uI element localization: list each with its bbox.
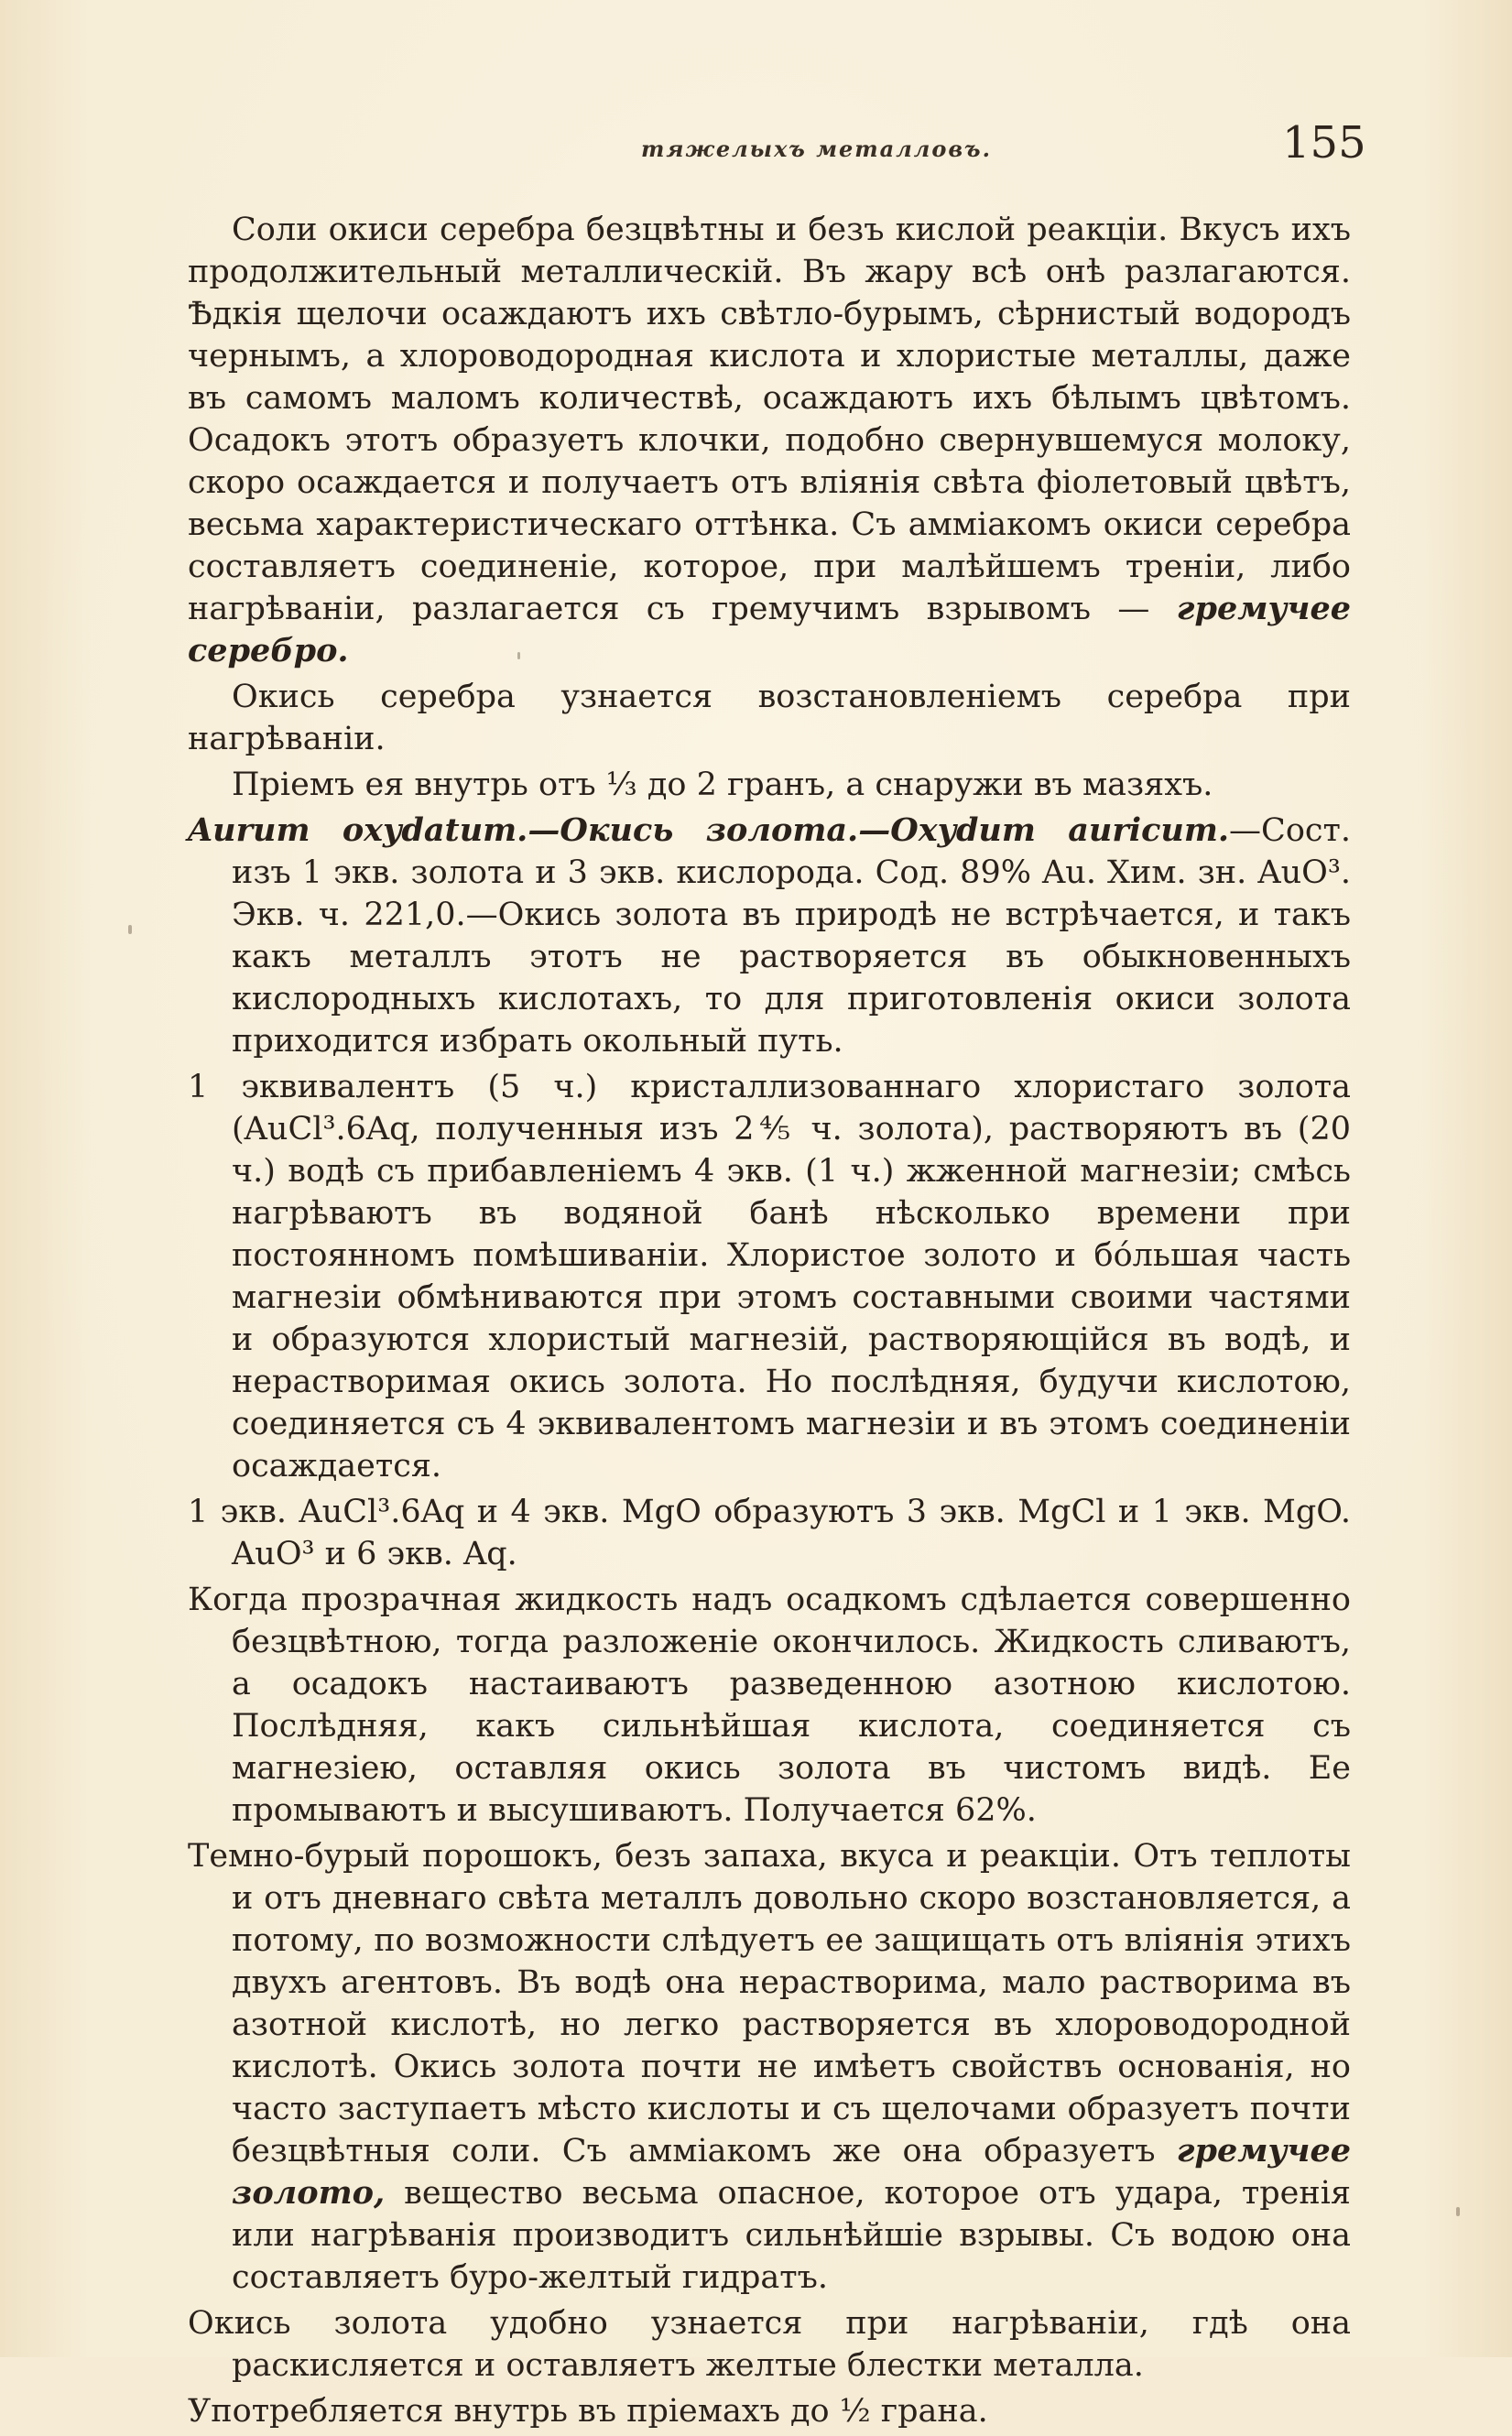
paper-speck [1456,2207,1460,2216]
italic-term: гремучее золото, [232,2132,1351,2212]
paragraph-filtration [188,1579,1351,1832]
paragraph-text: —Сост. изъ 1 экв. золота и 3 экв. кислорода. Сод. 89% Au. Хим. зн. AuO³. Экв. ч. 221,0.—Окись золота въ природѣ не встрѣчается, и такъ какъ металлъ этотъ не растворяется въ обыкновенныхъ кислородныхъ кислотахъ, то для приготовленія окиси золота приходится избрать окольный путь. [232,812,1351,1060]
paragraph-reaction-equation [188,1491,1351,1575]
paper-speck [517,652,520,659]
paragraph-text: Употребляется внутрь въ пріемахъ до ½ грана. [188,2393,988,2430]
paragraph-text: 1 экв. AuCl³.6Aq и 4 экв. MgO образуютъ 3 экв. MgCl и 1 экв. MgO. AuO³ и 6 экв. Aq. [188,1494,1351,1572]
page-number: 155 [1282,117,1366,169]
paragraph-text: Пріемъ ея внутрь отъ ⅓ до 2 гранъ, а снаружи въ мазяхъ. [232,767,1213,803]
italic-term: гремучее серебро. [188,590,1351,669]
paragraph-preparation [188,1066,1351,1487]
running-head: тяжелыхъ металловъ. [641,136,992,162]
paragraph-text: Окись золота удобно узнается при нагрѣваніи, гдѣ она раскисляется и оставляетъ желтые блестки металла. [188,2305,1351,2384]
paragraph-text: Соли окиси серебра безцвѣтны и безъ кислой реакціи. Вкусъ ихъ продолжительный металлическій. Въ жару всѣ онѣ разлагаются. Ѣдкія щелочи осаждаютъ ихъ свѣтло-бурымъ, сѣрнистый водородъ чернымъ, а хлороводородная кислота и хлористые металлы, даже въ самомъ маломъ количествѣ, осаждаютъ ихъ бѣлымъ цвѣтомъ. Осадокъ этотъ образуетъ клочки, подобно свернувшемуся молоку, скоро осаждается и получаетъ отъ вліянія свѣта фіолетовый цвѣтъ, весьма характеристическаго оттѣнка. Съ амміакомъ окиси серебра составляетъ соединеніе, которое, при малѣйшемъ треніи, либо нагрѣваніи, разлагается съ гремучимъ взрывомъ — [188,212,1351,627]
paragraph-text: Темно-бурый порошокъ, безъ запаха, вкуса и реакціи. Отъ теплоты и отъ дневнаго свѣта металлъ довольно скоро возстановляется, а потому, по возможности слѣдуетъ ее защищать отъ вліянія этихъ двухъ агентовъ. Въ водѣ она нерастворима, мало растворима въ азотной кислотѣ, но легко растворяется въ хлороводородной кислотѣ. Окись золота почти не имѣетъ свойствъ основанія, но часто заступаетъ мѣсто кислоты и съ щелочами образуетъ почти безцвѣтныя соли. Съ амміакомъ же она образуетъ [188,1838,1351,2170]
entry-heading: Aurum oxydatum.—Окись золота.—Oxydum auricum. [188,811,1230,849]
paragraph-silver-dosage [188,764,1351,806]
paragraph-text-tail: вещество весьма опасное, которое отъ удара, тренія или нагрѣванія производитъ сильнѣйшіе взрывы. Съ водою она составляетъ буро-желтый гидратъ. [232,2175,1351,2296]
paragraph-text: Когда прозрачная жидкость надъ осадкомъ сдѣлается совершенно безцвѣтною, тогда разложеніе окончилось. Жидкость сливаютъ, а осадокъ настаиваютъ разведенною азотною кислотою. Послѣдняя, какъ сильнѣйшая кислота, соединяется съ магнезіею, оставляя окись золота въ чистомъ видѣ. Ее промываютъ и высушиваютъ. Получается 62%. [188,1582,1351,1829]
paragraph-silver-detection [188,676,1351,760]
paragraph-gold-oxide-heading [188,810,1351,1062]
paragraph-gold-dosage [188,2390,1351,2432]
paragraph-text: Окись серебра узнается возстановленіемъ серебра при нагрѣваніи. [188,679,1351,757]
paragraph-properties [188,1835,1351,2299]
paragraph-silver-salts [188,209,1351,672]
paper-speck [128,925,132,934]
paragraph-text: 1 эквивалентъ (5 ч.) кристаллизованнаго хлористаго золота (AuCl³.6Aq, полученныя изъ 2⅘ ч. золота), растворяютъ въ (20 ч.) водѣ съ прибавленіемъ 4 экв. (1 ч.) жженной магнезіи; смѣсь нагрѣваютъ въ водяной банѣ нѣсколько времени при постоянномъ помѣшиваніи. Хлористое золото и бóльшая часть магнезіи обмѣниваются при этомъ составными своими частями и образуются хлористый магнезій, растворяющійся въ водѣ, и нерастворимая окись золота. Но послѣдняя, будучи кислотою, соединяется съ 4 эквивалентомъ магнезіи и въ этомъ соединеніи осаждается. [188,1069,1351,1484]
page-body [188,209,1351,2436]
paragraph-gold-detection [188,2302,1351,2387]
